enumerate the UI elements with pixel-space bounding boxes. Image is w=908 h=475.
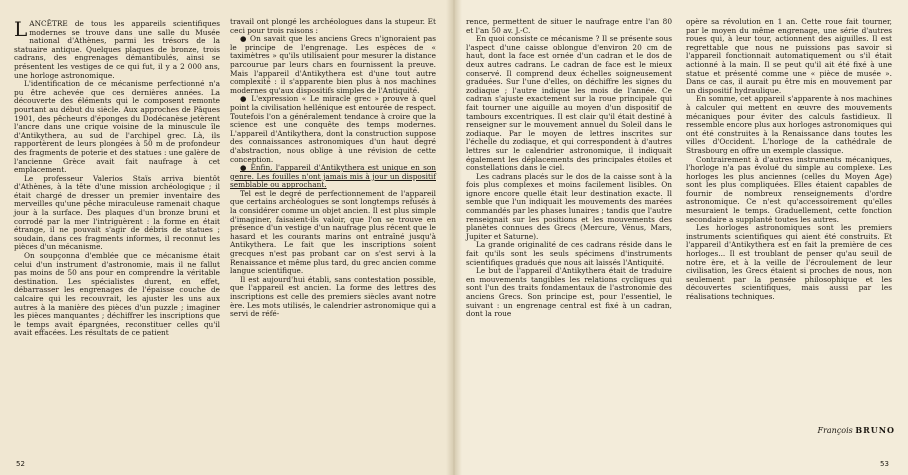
- paragraph: LANCÊTRE de tous les appareils scientifiques modernes se trouve dans une salle du Musée national d'Athènes, parmi les trésors de la statuaire antique. Quelques plaques de bronze, trois cadrans, des engrenages démantibulés, ainsi se présentent les vestiges de ce qui fut, il y a 2 000 ans, une horloge astronomique.: [14, 17, 220, 80]
- paragraph: Contrairement à d'autres instruments mécaniques, l'horloge n'a pas évolué du simple au complexe. Les horloges les plus anciennes (celles du Moyen Age) sont les plus compliquées. Elles étaient capables de fournir de nombreux renseignements d'ordre astronomique. Ce n'est qu'accessoirement qu'elles mesuraient le temps. Graduellement, cette fonction secondaire a supplanté toutes les autres.: [686, 154, 892, 224]
- paragraph: travail ont plongé les archéologues dans la stupeur. Et ceci pour trois raisons :: [230, 17, 436, 35]
- paragraph: Il est aujourd'hui établi, sans contestation possible, que l'appareil est ancien. La forme des lettres des inscriptions est celle des premiers siècles avant notre ère. Les mots utilisés, le calendrier astronomique qui a servi de réfé-: [230, 274, 436, 319]
- bullet-paragraph-underlined: ● Enfin, l'appareil d'Antikythera est unique en son genre. Les fouilles n'ont jamais mis à jour un dispositif semblable ou approchant.: [230, 163, 436, 190]
- paragraph: En quoi consiste ce mécanisme ? Il se présente sous l'aspect d'une caisse oblongue d'environ 20 cm de haut, dont la face est ornée d'un cadran et le dos de deux autres cadrans. Le cadran de face est le mieux conservé. Il comprend deux échelles soigneusement graduées. Sur l'une d'elles, on déchiffre les signes du zodiaque ; l'autre indique les mois de l'année. Ce cadran s'ajuste exactement sur la roue principale qui fait tourner une aiguille au moyen d'un dispositif de tambours excentriques. Il est clair qu'il était destiné à renseigner sur le mouvement annuel du Soleil dans le zodiaque. Par le moyen de lettres inscrites sur l'échelle du zodiaque, et qui correspondent à d'autres lettres sur le calendrier astronomique, il indiquait également les déplacements des principales étoiles et constellations dans le ciel.: [466, 34, 672, 173]
- page-gutter: [446, 0, 462, 475]
- page-number-left: 52: [16, 460, 25, 468]
- paragraph: Le but de l'appareil d'Antikythera était de traduire en mouvements tangibles les relations cycliques qui sont l'un des traits fondamentaux de l'astronomie des anciens Grecs. Son principe est, pour l'essentiel, le suivant : un engrenage central est fixé à un cadran, dont la roue: [466, 266, 672, 319]
- paragraph: Tel est le degré de perfectionnement de l'appareil que certains archéologues se sont longtemps refusés à la considérer comme un objet ancien. Il est plus simple d'imaginer, faisaient-ils valoir, que l'on se trouve en présence d'un vestige d'un naufrage plus récent que le hasard et les courants marins ont entraîné jusqu'à Antikythera. Le fait que les inscriptions soient grecques n'est pas probant car on s'est servi à la Renaissance et même plus tard, du grec ancien comme langue scientifique.: [230, 188, 437, 276]
- left-page: [0, 0, 452, 475]
- paragraph: En somme, cet appareil s'apparente à nos machines à calculer qui mettent en œuvre des mouvements mécaniques pour éviter des calculs fastidieux. Il ressemble encore plus aux horloges astronomiques qui ont été construites à la Renaissance dans toutes les villes d'Occident. L'horloge de la cathédrale de Strasbourg en offre un exemple classique.: [686, 94, 892, 155]
- bullet-paragraph: ● On savait que les anciens Grecs n'ignoraient pas le principe de l'engrenage. Les espèces de « taximètres » qu'ils utilisaient pour mesurer la distance parcourue par leurs chars en fournissent la preuve. Mais l'appareil d'Antikythera est d'une tout autre complexité : il s'apparente bien plus à nos machines modernes qu'aux dispositifs simples de l'Antiquité.: [230, 34, 436, 95]
- paragraph: Les cadrans placés sur le dos de la caisse sont à la fois plus complexes et moins facilement lisibles. On ignore encore quelle était leur destination exacte. Il semble que l'un indiquait les mouvements des marées commandés par les phases lunaires ; tandis que l'autre renseignait sur les positions et les mouvements des planètes connues des Grecs (Mercure, Vénus, Mars, Jupiter et Saturne).: [466, 171, 672, 241]
- right-page: [456, 0, 908, 475]
- paragraph: Les horloges astronomiques sont les premiers instruments scientifiques qui aient été construits. Et l'appareil d'Antikythera est en fait la première de ces horloges... Il est troublant de penser qu'au seuil de notre ère, et à la veille de l'écroulement de leur civilisation, les Grecs étaient si proches de nous, non seulement par la pensée philosophique et les découvertes scientifiques, mais aussi par les réalisations techniques.: [686, 223, 892, 301]
- author-last-name: BRUNO: [855, 425, 895, 435]
- column-2: [230, 18, 436, 319]
- paragraph: On soupçonna d'emblée que ce mécanisme était celui d'un instrument d'astronomie, mais il ne fallut pas moins de 50 ans pour en comprendre la véritable destination. Les spécialistes durent, en effet, débarrasser les engrenages de l'épaisse couche de calcaire qui les recouvrait, les ajuster les uns aux autres à la manière des pièces d'un puzzle ; imaginer les pièces manquantes ; déchiffrer les inscriptions que le temps avait épargnées, reconstituer celles qu'il avait effacées. Les résultats de ce patient: [14, 251, 220, 338]
- column-3: [466, 18, 672, 319]
- paragraph: Le professeur Valerios Staïs arriva bientôt d'Athènes, à la tête d'une mission archéologique ; il était chargé de dresser un premier inventaire des merveilles qu'une pêche miraculeuse ramenait chaque jour à la surface. Des plaques d'un bronze bruni et corrodé par la mer l'intriguèrent : la forme en était étrange, il ne pouvait s'agir de débris de statues ; soudain, dans ces fragments informes, il reconnut les pièces d'un mécanisme.: [14, 173, 220, 252]
- paragraph: opère sa révolution en 1 an. Cette roue fait tourner, par le moyen du même engrenage, une série d'autres roues qui, à leur tour, actionnent des aiguilles. Il est regrettable que nous ne puissions pas savoir si l'appareil fonctionnait automatiquement ou s'il était actionné à la main. Il se peut qu'il ait été fixé à une statue et présenté comme une « pièce de musée ». Dans ce cas, il aurait pu être mis en mouvement par un dispositif hydraulique.: [686, 17, 892, 95]
- page-number-right: 53: [880, 460, 889, 468]
- drop-cap: L: [14, 17, 28, 41]
- paragraph: La grande originalité de ces cadrans réside dans le fait qu'ils sont les seuls spécimens d'instruments scientifiques gradués que nous ait laissés l'Antiquité.: [466, 240, 672, 267]
- paragraph: L'identification de ce mécanisme perfectionné n'a pu être achevée que ces dernières années. La découverte des éléments qui le composent remonte pourtant au début du siècle. Aux approches de Pâques 1901, des pêcheurs d'éponges du Dodécanèse jetèrent l'ancre dans une crique voisine de la minuscule île d'Antikythera, au sud de l'archipel grec. Là, ils rapportèrent de leurs plongées à 50 m de profondeur des fragments de poterie et des statues : une galère de l'ancienne Grèce avait fait naufrage à cet emplacement.: [14, 79, 220, 175]
- author-first-name: François: [817, 426, 853, 435]
- author-signature: [700, 425, 895, 435]
- paragraph: rence, permettent de situer le naufrage entre l'an 80 et l'an 50 av. J.-C.: [466, 17, 672, 35]
- column-1: [14, 17, 220, 338]
- bullet-paragraph: ● L'expression « Le miracle grec » prouve à quel point la civilisation hellénique est entourée de respect. Toutefois l'on a généralement tendance à croire que la science est une conquête des temps modernes. L'appareil d'Antikythera, dont la construction suppose des connaissances astronomiques d'un haut degré d'abstraction, nous oblige à une révision de cette conception.: [230, 94, 436, 164]
- column-4: [686, 18, 892, 302]
